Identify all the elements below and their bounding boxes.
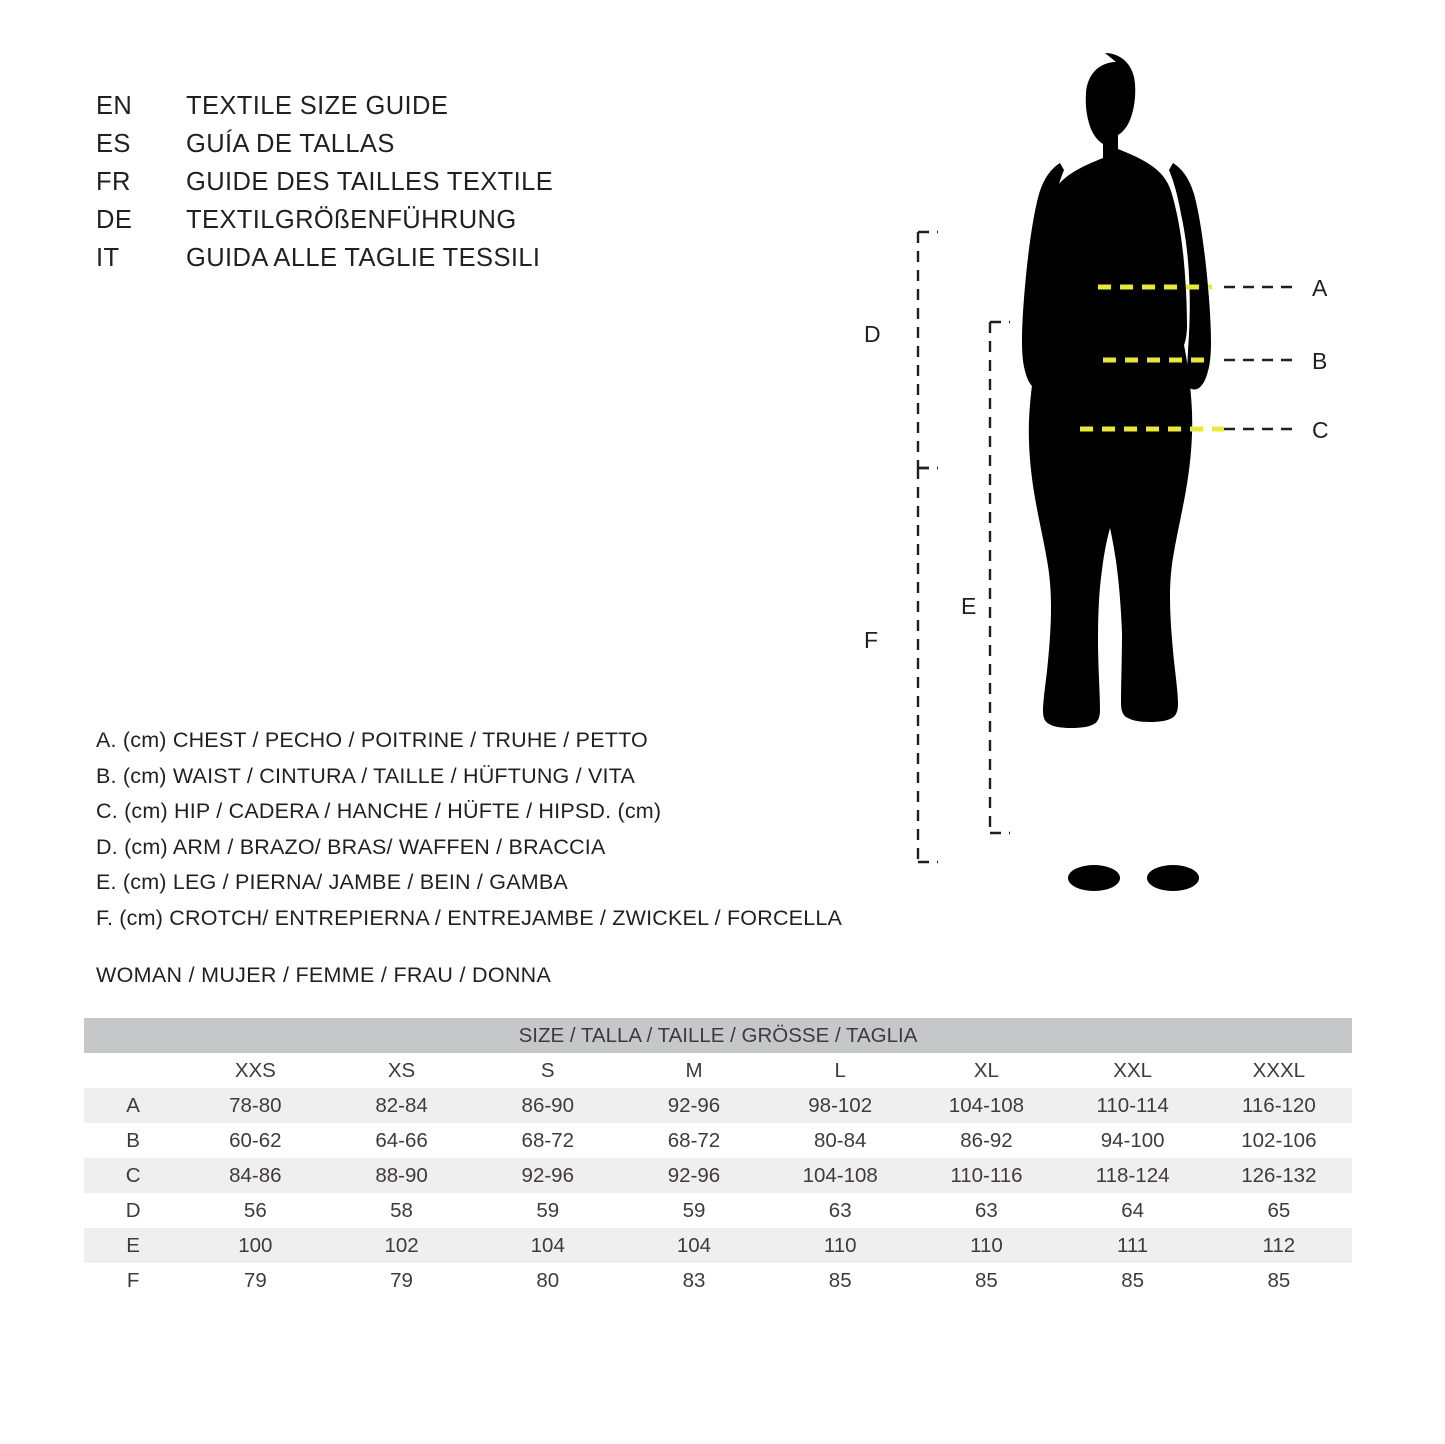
language-code: EN	[96, 92, 133, 120]
bracket-letter-e: E	[961, 593, 977, 619]
table-cell: 110	[767, 1228, 913, 1263]
table-cell: 92-96	[621, 1158, 767, 1193]
table-cell: 80	[475, 1263, 621, 1298]
guide-title: GUIDE DES TAILLES TEXTILE	[186, 168, 554, 196]
column-header: S	[475, 1053, 621, 1088]
callout-letter-b: B	[1312, 348, 1328, 374]
row-label: B	[84, 1123, 182, 1158]
title-row	[96, 92, 796, 130]
row-label: E	[84, 1228, 182, 1263]
size-table	[84, 1018, 1352, 1298]
legend-item: E. (cm) LEG / PIERNA/ JAMBE / BEIN / GAMBA	[96, 870, 568, 895]
guide-title: GUIDA ALLE TAGLIE TESSILI	[186, 244, 541, 272]
table-cell: 85	[767, 1263, 913, 1298]
table-row	[84, 1228, 1352, 1263]
table-cell: 92-96	[475, 1158, 621, 1193]
table-cell: 85	[1060, 1263, 1206, 1298]
table-band-row	[84, 1018, 1352, 1053]
callout-letter-c: C	[1312, 417, 1329, 443]
legend-item: B. (cm) WAIST / CINTURA / TAILLE / HÜFTUNG / VITA	[96, 763, 635, 788]
title-row	[96, 130, 796, 168]
legend-list	[96, 723, 916, 937]
table-cell: 82-84	[328, 1088, 474, 1123]
table-cell: 126-132	[1206, 1158, 1352, 1193]
column-header: M	[621, 1053, 767, 1088]
table-cell: 63	[913, 1193, 1059, 1228]
table-cell: 110-114	[1060, 1088, 1206, 1123]
callout-letter-a: A	[1312, 275, 1328, 301]
table-row	[84, 1158, 1352, 1193]
table-cell: 60-62	[182, 1123, 328, 1158]
table-cell: 59	[621, 1193, 767, 1228]
row-label: C	[84, 1158, 182, 1193]
title-row	[96, 244, 796, 282]
column-header: XXL	[1060, 1053, 1206, 1088]
table-row	[84, 1263, 1352, 1298]
table-row	[84, 1193, 1352, 1228]
table-cell: 79	[182, 1263, 328, 1298]
table-cell: 59	[475, 1193, 621, 1228]
table-cell: 64-66	[328, 1123, 474, 1158]
table-cell: 100	[182, 1228, 328, 1263]
guide-title: TEXTILGRÖßENFÜHRUNG	[186, 206, 517, 234]
table-row	[84, 1088, 1352, 1123]
table-cell: 84-86	[182, 1158, 328, 1193]
table-cell: 83	[621, 1263, 767, 1298]
guide-title: TEXTILE SIZE GUIDE	[186, 92, 449, 120]
table-cell: 88-90	[328, 1158, 474, 1193]
guide-title: GUÍA DE TALLAS	[186, 130, 395, 158]
column-header: XL	[913, 1053, 1059, 1088]
column-header: XXS	[182, 1053, 328, 1088]
table-cell: 104	[621, 1228, 767, 1263]
bracket-e	[990, 322, 1010, 833]
table-cell: 65	[1206, 1193, 1352, 1228]
column-header: XXXL	[1206, 1053, 1352, 1088]
language-code: ES	[96, 130, 131, 158]
bracket-letter-f: F	[864, 627, 879, 653]
table-cell: 110	[913, 1228, 1059, 1263]
callout-leaders	[1224, 287, 1300, 429]
table-cell: 111	[1060, 1228, 1206, 1263]
table-cell: 63	[767, 1193, 913, 1228]
table-cell: 94-100	[1060, 1123, 1206, 1158]
table-header-row	[84, 1053, 1352, 1088]
table-cell: 64	[1060, 1193, 1206, 1228]
table-cell: 68-72	[475, 1123, 621, 1158]
legend-item: C. (cm) HIP / CADERA / HANCHE / HÜFTE / HIPSD. (cm)	[96, 799, 662, 824]
table-cell: 68-72	[621, 1123, 767, 1158]
table-cell: 85	[913, 1263, 1059, 1298]
table-cell: 118-124	[1060, 1158, 1206, 1193]
table-cell: 110-116	[913, 1158, 1059, 1193]
table-cell: 56	[182, 1193, 328, 1228]
bracket-d	[918, 232, 938, 468]
table-cell: 104-108	[913, 1088, 1059, 1123]
table-cell: 86-90	[475, 1088, 621, 1123]
table-row	[84, 1123, 1352, 1158]
row-label: D	[84, 1193, 182, 1228]
table-cell: 85	[1206, 1263, 1352, 1298]
language-code: FR	[96, 168, 131, 196]
row-label: F	[84, 1263, 182, 1298]
language-code: IT	[96, 244, 120, 272]
language-title-block	[96, 92, 796, 282]
bracket-letter-d: D	[864, 321, 881, 347]
table-cell: 102-106	[1206, 1123, 1352, 1158]
legend-item: A. (cm) CHEST / PECHO / POITRINE / TRUHE / PETTO	[96, 728, 648, 752]
table-cell: 98-102	[767, 1088, 913, 1123]
column-header: L	[767, 1053, 913, 1088]
table-cell: 102	[328, 1228, 474, 1263]
table-cell: 104	[475, 1228, 621, 1263]
language-code: DE	[96, 206, 133, 234]
table-corner-cell	[84, 1053, 182, 1088]
legend-item: F. (cm) CROTCH/ ENTREPIERNA / ENTREJAMBE / ZWICKEL / FORCELLA	[96, 905, 843, 930]
table-cell: 86-92	[913, 1123, 1059, 1158]
table-cell: 104-108	[767, 1158, 913, 1193]
table-cell: 112	[1206, 1228, 1352, 1263]
table-cell: 80-84	[767, 1123, 913, 1158]
woman-silhouette-icon	[1022, 53, 1211, 891]
legend-item: D. (cm) ARM / BRAZO/ BRAS/ WAFFEN / BRACCIA	[96, 834, 606, 859]
title-row	[96, 168, 796, 206]
table-cell: 79	[328, 1263, 474, 1298]
column-header: XS	[328, 1053, 474, 1088]
group-label: WOMAN / MUJER / FEMME / FRAU / DONNA	[96, 963, 552, 987]
table-cell: 58	[328, 1193, 474, 1228]
row-label: A	[84, 1088, 182, 1123]
title-row	[96, 206, 796, 244]
table-cell: 116-120	[1206, 1088, 1352, 1123]
table-cell: 92-96	[621, 1088, 767, 1123]
table-band-label: SIZE / TALLA / TAILLE / GRÖSSE / TAGLIA	[84, 1018, 1352, 1053]
bracket-f	[918, 468, 938, 862]
table-cell: 78-80	[182, 1088, 328, 1123]
